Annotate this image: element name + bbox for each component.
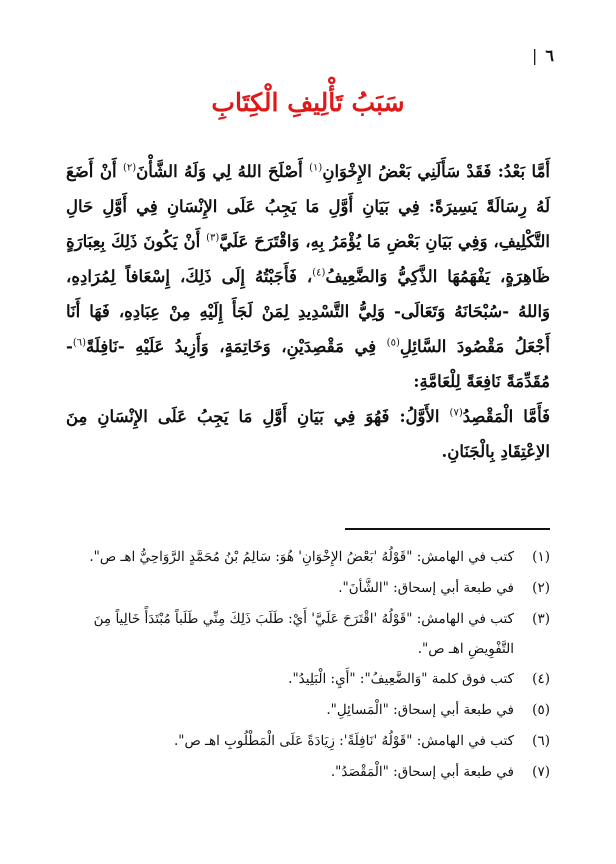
- footnote-ref-4: (٤): [312, 267, 326, 279]
- text-run: أَنْ أَضَعَ لَهُ رِسَالَةً يَسِيرَةً: فِي بَيَانِ أَوَّلِ مَا يَجِبُ عَلَى الإِنْسَانِ فِي أَوَّلِ حَالِ التَّكْلِيفِ، وَفِي بَيَانِ بَعْضِ مَا يُؤْمَرُ بِهِ، وَاقْتَرَحَ عَلَيَّ: [66, 162, 550, 251]
- footnote-item: [66, 695, 550, 726]
- footnote-text: في طبعة أبي إسحاق: "الْمَقْصَدُ".: [330, 764, 514, 780]
- footnote-item: [66, 604, 550, 664]
- header-separator: |: [532, 45, 538, 65]
- footnote-number: (٦): [532, 733, 550, 749]
- paragraph-2: [66, 399, 550, 469]
- footnote-item: [66, 542, 550, 573]
- footnotes: [66, 542, 550, 788]
- footnote-item: [66, 664, 550, 695]
- footnote-number: (٢): [532, 580, 550, 596]
- text-run: - مُقَدِّمَةً نَافِعَةً لِلْعَامَّةِ:: [66, 337, 550, 391]
- text-run: فِي مَقْصِدَيْنِ، وَخَاتِمَةٍ، وَأَزِيدُ عَلَيْهِ -نَافِلَةً: [86, 337, 387, 356]
- footnote-separator: [345, 528, 550, 530]
- footnote-item: [66, 726, 550, 757]
- footnote-item: [66, 573, 550, 604]
- footnote-text: كتب في الهامش: "قَوْلُهُ 'نَافِلَةً': زِيَادَةً عَلَى الْمَطْلُوبِ اهـ ص".: [173, 733, 514, 749]
- footnote-number: (٣): [532, 611, 550, 627]
- text-run: ، فَأَجَبْتُهُ إِلَى ذَلِكَ، إِسْعَافاً لِمُرَادِهِ، وَاللهُ -سُبْحَانَهُ وَتَعَالَى- وَلِيُّ التَّسْدِيدِ لِمَنْ لَجَأَ إِلَيْهِ مِنْ عِبَادِهِ، فَهَا أَنَا أَجْعَلُ مَقْصُودَ السَّائِلِ: [66, 267, 551, 356]
- footnote-text: كتب في الهامش: "قَوْلُهُ 'اقْتَرَحَ عَلَيَّ' أَيْ: طَلَبَ ذَلِكَ مِنِّي طَلَباً مُبْتَدَأً خَالِياً مِنَ التَّفْوِيضِ اهـ ص".: [93, 611, 514, 657]
- footnote-ref-3: (٣): [206, 232, 220, 244]
- main-text: [66, 154, 550, 469]
- chapter-title: سَبَبُ تَأْلِيفِ الْكِتَابِ: [211, 88, 405, 117]
- footnote-number: (١): [532, 549, 550, 565]
- footnote-ref-7: (٧): [449, 407, 463, 419]
- footnote-text: كتب فوق كلمة "وَالضَّعِيفُ": "أَيِ: الْبَلِيدُ".: [288, 671, 514, 687]
- footnote-ref-5: (٥): [386, 337, 400, 349]
- text-run: فَأَمَّا الْمَقْصِدُ: [462, 407, 550, 426]
- footnote-number: (٥): [532, 702, 550, 718]
- text-run: أَمَّا بَعْدُ: فَقَدْ سَأَلَنِي بَعْضُ الإِخْوَانِ: [322, 162, 551, 181]
- footnote-number: (٧): [532, 764, 550, 780]
- page-number: ٦: [545, 45, 554, 65]
- footnote-ref-1: (١): [309, 162, 323, 174]
- text-run: أَنْ يَكُونَ ذَلِكَ بِعِبَارَةٍ ظَاهِرَةٍ، يَفْهَمُهَا الذَّكِيُّ وَالضَّعِيفُ: [66, 232, 550, 286]
- footnote-ref-6: (٦): [72, 337, 87, 349]
- text-run: أَصْلَحَ اللهُ لِي وَلَهُ الشَّأْنَ: [136, 162, 310, 181]
- footnote-text: في طبعة أبي إسحاق: "الْمَسائِلِ".: [326, 702, 514, 718]
- footnote-item: [66, 757, 550, 788]
- paragraph-1: [66, 154, 550, 399]
- footnote-text: في طبعة أبي إسحاق: "الشَّأنَ".: [338, 580, 514, 596]
- page-header: [62, 44, 554, 66]
- footnote-ref-2: (٢): [122, 162, 137, 174]
- footnote-number: (٤): [532, 671, 550, 687]
- footnote-text: كتب في الهامش: "قَوْلُهُ 'بَعْضُ الإِخْوَانِ' هُوَ: سَالِمُ بْنُ مُحَمَّدٍ الرَّوَاحِيُّ اهـ ص".: [89, 549, 514, 565]
- text-run: الأَوَّلُ: فَهُوَ فِي بَيَانِ أَوَّلِ مَا يَجِبُ عَلَى الإِنْسَانِ مِنَ الاِعْتِقَادِ بِالْجَنَانِ.: [66, 407, 550, 461]
